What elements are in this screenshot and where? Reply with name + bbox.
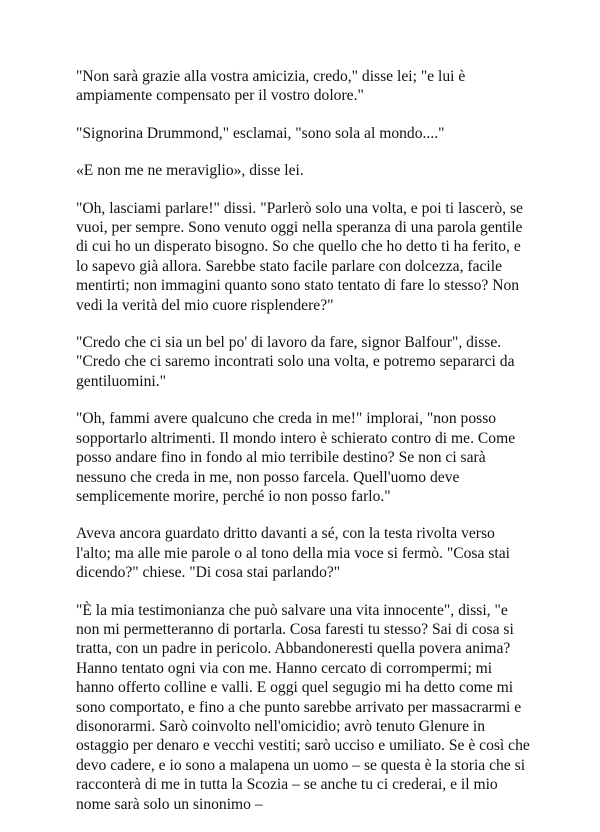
- paragraph-1: "Non sarà grazie alla vostra amicizia, credo," disse lei; "e lui è ampiamente compensato per il vostro dolore.": [76, 68, 466, 105]
- paragraph-5: "Credo che ci sia un bel po' di lavoro da fare, signor Balfour", disse. "Credo che ci saremo incontrati solo una volta, e potremo separarci da gentiluomini.": [76, 334, 515, 390]
- paragraph-2: "Signorina Drummond," esclamai, "sono sola al mondo....": [76, 124, 445, 142]
- paragraph-8: "È la mia testimonianza che può salvare una vita innocente", dissi, "e non mi permetteranno di portarla. Cosa faresti tu stesso? Sai di cosa si tratta, con un padre in pericolo. Abbandoneresti quella povera anima? Hanno tentato ogni via con me. Hanno cercato di corrompermi; mi hanno offerto colline e valli. E oggi quel segugio mi ha detto come mi sono comportato, e fino a che punto sarebbe arrivato per massacrarmi e disonorarmi. Sarò coinvolto nell'omicidio; avrò tenuto Glenure in ostaggio per denaro e vecchi vestiti; sarò ucciso e umiliato. Se è così che devo cadere, e io sono a malapena un uomo – se questa è la storia che si racconterà di me in tutta la Scozia – se anche tu ci crederai, e il mio nome sarà solo un sinonimo –: [76, 601, 530, 813]
- paragraph-6: "Oh, fammi avere qualcuno che creda in me!" implorai, "non posso sopportarlo altrimenti. Il mondo intero è schierato contro di me. Come posso andare fino in fondo al mio terribile destino? Se non ci sarà nessuno che creda in me, non posso farcela. Quell'uomo deve semplicemente morire, perché io non posso farlo.": [76, 410, 516, 505]
- paragraph-3: «E non me ne meraviglio», disse lei.: [76, 162, 304, 180]
- body-text: [76, 67, 531, 832]
- paragraph-4: "Oh, lasciami parlare!" dissi. "Parlerò solo una volta, e poi ti lascerò, se vuoi, per sempre. Sono venuto oggi nella speranza di una parola gentile di cui ho un disperato bisogno. So che quello che ho detto ti ha ferito, e lo sapevo già allora. Sarebbe stato facile parlare con dolcezza, facile mentirti; non immagini quanto sono stato tentato di fare lo stesso? Non vedi la verità del mio cuore risplendere?": [76, 199, 523, 314]
- paragraph-7: Aveva ancora guardato dritto davanti a sé, con la testa rivolta verso l'alto; ma alle mie parole o al tono della mia voce si fermò. "Cosa stai dicendo?" chiese. "Di cosa stai parlando?": [76, 525, 510, 582]
